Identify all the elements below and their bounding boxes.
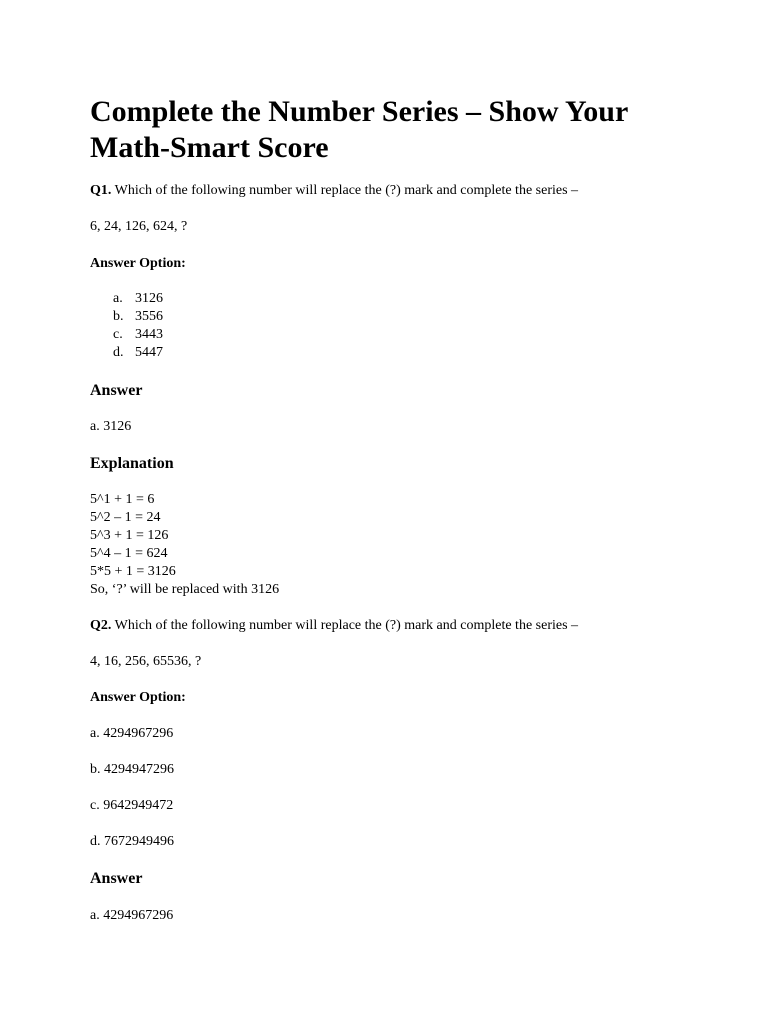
q2-option-a: a. 4294967296 <box>90 726 174 741</box>
q2-question <box>90 617 578 635</box>
q2-answer-heading: Answer <box>90 870 143 887</box>
q2-options-label: Answer Option: <box>90 690 186 705</box>
q1-series: 6, 24, 126, 624, ? <box>90 219 188 234</box>
q2-series: 4, 16, 256, 65536, ? <box>90 654 202 669</box>
explanation-line: 5^3 + 1 = 126 <box>90 528 169 543</box>
explanation-line: 5*5 + 1 = 3126 <box>90 564 176 579</box>
q2-option-c: c. 9642949472 <box>90 798 174 813</box>
explanation-line: 5^4 – 1 = 624 <box>90 546 168 561</box>
q1-options-label: Answer Option: <box>90 256 186 271</box>
q1-option-a: a. 3126 <box>113 291 163 306</box>
q1-option-c: c. 3443 <box>113 327 163 342</box>
q1-explanation <box>90 491 279 599</box>
q1-answer-heading: Answer <box>90 382 143 399</box>
q2-question-text: Which of the following number will replace the (?) mark and complete the series – <box>114 618 579 633</box>
explanation-line: So, ‘?’ will be replaced with 3126 <box>90 582 280 597</box>
explanation-line: 5^1 + 1 = 6 <box>90 492 155 507</box>
q1-number: Q1. <box>90 183 112 198</box>
q1-option-d: d. 5447 <box>113 345 163 360</box>
q1-option-b: b. 3556 <box>113 309 163 324</box>
q2-option-d: d. 7672949496 <box>90 834 174 849</box>
q2-option-b: b. 4294947296 <box>90 762 174 777</box>
q1-options-list <box>113 290 163 362</box>
q1-explanation-heading: Explanation <box>90 455 174 472</box>
page-title: Complete the Number Series – Show Your Math-Smart Score <box>90 95 628 164</box>
q2-number: Q2. <box>90 618 112 633</box>
q2-answer: a. 4294967296 <box>90 908 174 923</box>
q1-question-text: Which of the following number will replace the (?) mark and complete the series – <box>114 183 579 198</box>
q1-question <box>90 182 578 200</box>
q1-answer: a. 3126 <box>90 419 132 434</box>
explanation-line: 5^2 – 1 = 24 <box>90 510 161 525</box>
